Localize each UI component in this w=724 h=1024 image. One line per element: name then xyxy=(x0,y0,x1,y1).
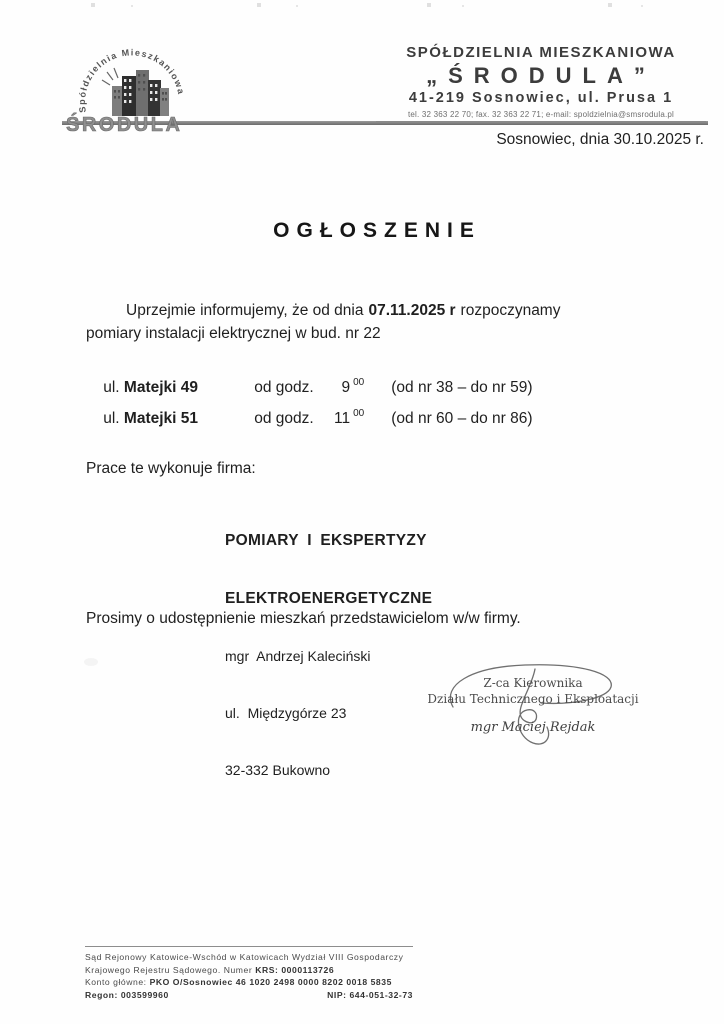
logo-buildings xyxy=(112,70,169,116)
time-label: od godz. xyxy=(254,410,314,428)
range-label: (od nr 60 – do nr 86) xyxy=(391,410,533,428)
footer-nip: NIP: 644-051-32-73 xyxy=(327,989,413,1000)
contractor-block xyxy=(225,493,432,818)
street-name: Matejki 51 xyxy=(123,410,199,428)
stamp-role-line1: Z-ca Kierownika xyxy=(483,676,583,690)
stamp-role-line2: Działu Technicznego i Eksploatacji xyxy=(427,692,639,706)
request-line: Prosimy o udostępnienie mieszkań przedstawicielom w/w firmy. xyxy=(86,610,521,627)
footer-line-3 xyxy=(85,976,413,989)
street-prefix: ul. xyxy=(103,410,124,428)
org-contact: tel. 32 363 22 70; fax. 32 363 22 71; e-mail: spoldzielnia@smsrodula.pl xyxy=(376,110,706,122)
scan-artifacts xyxy=(0,0,2,2)
doc-title: OGŁOSZENIE xyxy=(273,219,481,242)
time-label: od godz. xyxy=(254,379,314,397)
minutes-sup: 00 xyxy=(353,377,365,388)
minutes-sup: 00 xyxy=(353,408,365,419)
intro-line-1 xyxy=(86,299,666,322)
street-label xyxy=(103,410,254,428)
contractor-name-line1: POMIARY I EKSPERTYZY xyxy=(225,532,427,549)
signature-stamp xyxy=(413,675,653,735)
schedule-row xyxy=(86,391,533,446)
hour-digits: 11 xyxy=(334,410,351,428)
footer-line-2 xyxy=(85,964,413,977)
logo-sun-rays xyxy=(102,68,118,85)
logo-arc-text: Spółdzielnia Mieszkaniowa xyxy=(76,47,187,114)
contractor-intro: Prace te wykonuje firma: xyxy=(86,460,256,477)
org-address: 41-219 Sosnowiec, ul. Prusa 1 xyxy=(408,90,674,106)
street-prefix: ul. xyxy=(103,379,124,397)
hour-value xyxy=(316,409,364,428)
stamp-signer-name: mgr Maciej Rejdak xyxy=(470,720,596,735)
street-name: Matejki 49 xyxy=(123,379,199,397)
coop-logo xyxy=(60,40,210,140)
contractor-street: ul. Międzygórze 23 xyxy=(225,705,347,721)
contractor-name-line2: ELEKTROENERGETYCZNE xyxy=(225,590,433,607)
footer-line-1: Sąd Rejonowy Katowice-Wschód w Katowicach Wydział VIII Gospodarczy xyxy=(85,952,404,962)
footer-account-label: Konto główne: xyxy=(85,977,150,987)
intro-before: Uprzejmie informujemy, że od dnia xyxy=(126,302,364,319)
org-name: SPÓŁDZIELNIA MIESZKANIOWA xyxy=(406,44,676,61)
intro-paragraph xyxy=(86,299,666,345)
contractor-city: 32-332 Bukowno xyxy=(225,762,331,778)
footer xyxy=(85,946,413,1001)
contractor-person: mgr Andrzej Kaleciński xyxy=(225,648,371,664)
footer-line-4 xyxy=(85,989,413,1002)
footer-krs-label: Krajowego Rejestru Sądowego. Numer xyxy=(85,964,256,975)
hour-digits: 9 xyxy=(341,379,351,397)
intro-date: 07.11.2025 r xyxy=(368,302,456,319)
footer-account-number: PKO O/Sosnowiec 46 1020 2498 0000 8202 0018 5835 xyxy=(149,977,392,987)
footer-regon: Regon: 003599960 xyxy=(85,989,169,1000)
footer-krs-number: KRS: 0000113726 xyxy=(255,964,335,975)
scan-smudge xyxy=(84,658,98,666)
org-wordmark: „ŚRODULA” xyxy=(426,63,656,88)
letterhead xyxy=(376,44,706,122)
intro-after: rozpoczynamy xyxy=(460,302,561,319)
range-label: (od nr 38 – do nr 59) xyxy=(391,379,533,397)
logo-wordmark: ŚRODULA xyxy=(66,114,183,136)
dateline: Sosnowiec, dnia 30.10.2025 r. xyxy=(496,131,704,148)
intro-line-2: pomiary instalacji elektrycznej w bud. nr 22 xyxy=(86,325,381,342)
